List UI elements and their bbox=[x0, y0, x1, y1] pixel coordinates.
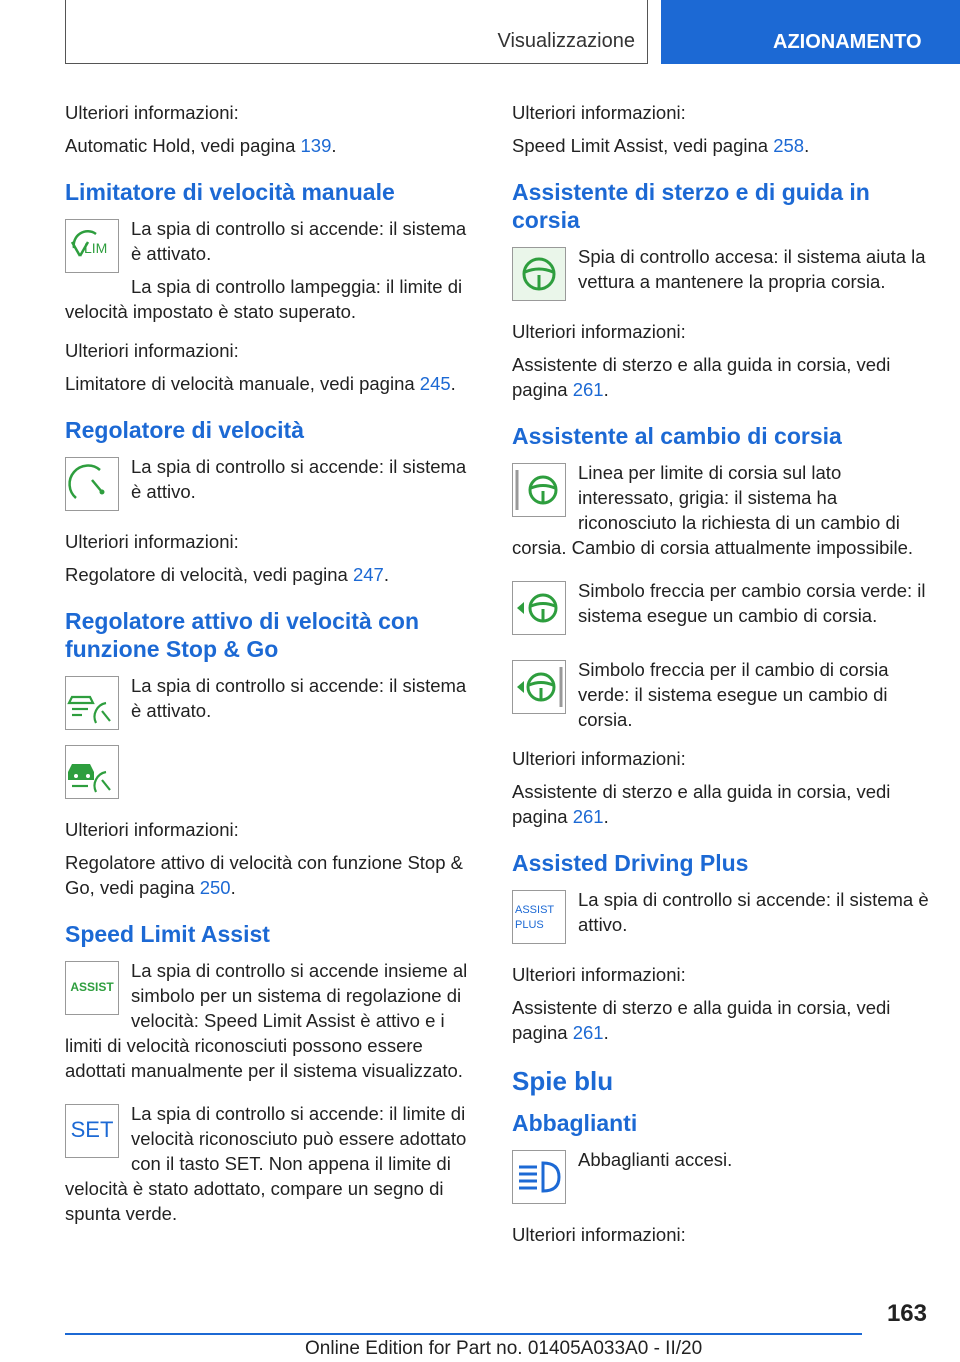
info-label: Ulteriori informazioni: bbox=[512, 964, 686, 985]
info-text: Assistente di sterzo e alla guida in corsia, vedi pagina 261. bbox=[512, 354, 891, 400]
lane-change-grey-icon bbox=[512, 463, 566, 517]
high-beam-icon bbox=[512, 1150, 566, 1204]
info-text: Regolatore di velocità, vedi pagina 247. bbox=[65, 564, 389, 585]
assist-indicator-icon bbox=[65, 961, 119, 1015]
info-text: Limitatore di velocità manuale, vedi pagina 245. bbox=[65, 373, 456, 394]
paragraph: Simbolo freccia per cambio corsia verde: il sistema esegue un cambio di corsia. bbox=[578, 580, 926, 626]
right-column bbox=[512, 100, 930, 1247]
lane-change-arrow-alt-icon bbox=[512, 660, 566, 714]
info-text: Speed Limit Assist, vedi pagina 258. bbox=[512, 135, 810, 156]
paragraph: La spia di controllo si accende: il limite di velocità riconosciuto può essere adottato con il tasto SET. Non appena il limite di velocità è stato adottato, compare un segno di spunta verde. bbox=[65, 1103, 467, 1224]
heading-speed-limit-assist: Speed Limit Assist bbox=[65, 921, 270, 947]
page-link[interactable]: 247 bbox=[352, 564, 384, 585]
assist-icon-label: ASSIST bbox=[70, 980, 114, 994]
header-section-tab bbox=[65, 0, 648, 64]
acc-vehicle-detected-icon bbox=[65, 745, 119, 799]
steering-wheel-icon bbox=[512, 247, 566, 301]
info-label: Ulteriori informazioni: bbox=[65, 531, 239, 552]
heading-manual-speed-limiter: Limitatore di velocità manuale bbox=[65, 179, 395, 205]
paragraph: Linea per limite di corsia sul lato interessato, grigia: il sistema ha riconosciuto la richiesta di un cambio di corsia. Cambio di corsia attualmente impossibile. bbox=[512, 462, 914, 558]
page-number: 163 bbox=[886, 1300, 927, 1327]
footer-divider bbox=[65, 1333, 862, 1335]
paragraph: Spia di controllo accesa: il sistema aiuta la vettura a mantenere la propria corsia. bbox=[578, 246, 926, 292]
assist-plus-icon bbox=[512, 890, 566, 944]
heading-blue-indicators: Spie blu bbox=[512, 1066, 614, 1096]
heading-steering-assistant: Assistente di sterzo e di guida in corsia bbox=[512, 179, 870, 233]
assist-plus-icon-line2: PLUS bbox=[515, 919, 544, 931]
left-column bbox=[65, 100, 480, 1240]
info-label: Ulteriori informazioni: bbox=[512, 748, 686, 769]
info-text: Assistente di sterzo e alla guida in corsia, vedi pagina 261. bbox=[512, 781, 891, 827]
info-label: Ulteriori informazioni: bbox=[65, 102, 239, 123]
heading-active-cruise-control: Regolatore attivo di velocità con funzione Stop & Go bbox=[65, 608, 420, 662]
set-indicator-icon bbox=[65, 1104, 119, 1158]
info-label: Ulteriori informazioni: bbox=[512, 1224, 686, 1245]
footer-edition: Online Edition for Part no. 01405A033A0 - II/20 bbox=[305, 1338, 703, 1359]
paragraph: Abbaglianti accesi. bbox=[578, 1149, 733, 1170]
header-chapter-tab bbox=[661, 0, 960, 64]
paragraph: La spia di controllo si accende insieme al simbolo per un sistema di regolazione di velocità: Speed Limit Assist è attivo e i limiti di velocità riconosciuti possono essere adottati manualmente per il sistema visualizzato. bbox=[65, 960, 468, 1081]
cruise-control-icon bbox=[65, 457, 119, 511]
info-text: Assistente di sterzo e alla guida in corsia, vedi pagina 261. bbox=[512, 997, 891, 1043]
lane-change-arrow-icon bbox=[512, 581, 566, 635]
page-link[interactable]: 258 bbox=[773, 135, 805, 156]
acc-indicator-icon bbox=[65, 676, 119, 730]
heading-cruise-control: Regolatore di velocità bbox=[65, 417, 305, 443]
set-icon-label: SET bbox=[70, 1117, 114, 1142]
paragraph: Simbolo freccia per il cambio di corsia verde: il sistema esegue un cambio di corsia. bbox=[578, 659, 889, 730]
info-text: Regolatore attivo di velocità con funzione Stop & Go, vedi pagina 250. bbox=[65, 852, 463, 898]
heading-lane-change-assistant: Assistente al cambio di corsia bbox=[512, 423, 842, 449]
paragraph: La spia di controllo lampeggia: il limite di velocità impostato è stato superato. bbox=[65, 276, 463, 322]
heading-assisted-driving-plus: Assisted Driving Plus bbox=[512, 850, 749, 876]
info-label: Ulteriori informazioni: bbox=[512, 102, 686, 123]
page-link[interactable]: 245 bbox=[419, 373, 451, 394]
header-chapter-title: AZIONAMENTO bbox=[773, 31, 922, 53]
heading-high-beam: Abbaglianti bbox=[512, 1110, 638, 1136]
paragraph: La spia di controllo si accende: il sistema è attivato. bbox=[131, 218, 467, 264]
page-link[interactable]: 250 bbox=[199, 877, 231, 898]
page-link[interactable]: 139 bbox=[300, 135, 332, 156]
page-link[interactable]: 261 bbox=[572, 1022, 604, 1043]
lim-icon-label: LIM bbox=[84, 240, 108, 256]
page-link[interactable]: 261 bbox=[572, 806, 604, 827]
info-label: Ulteriori informazioni: bbox=[65, 819, 239, 840]
paragraph: La spia di controllo si accende: il sistema è attivo. bbox=[578, 889, 929, 935]
header-section-title: Visualizzazione bbox=[497, 30, 635, 52]
assist-plus-icon-line1: ASSIST bbox=[515, 904, 555, 916]
lim-indicator-icon bbox=[65, 219, 119, 273]
info-label: Ulteriori informazioni: bbox=[65, 340, 239, 361]
info-label: Ulteriori informazioni: bbox=[512, 321, 686, 342]
page-link[interactable]: 261 bbox=[572, 379, 604, 400]
paragraph: La spia di controllo si accende: il sistema è attivato. bbox=[131, 675, 467, 721]
info-text: Automatic Hold, vedi pagina 139. bbox=[65, 135, 337, 156]
paragraph: La spia di controllo si accende: il sistema è attivo. bbox=[131, 456, 467, 502]
